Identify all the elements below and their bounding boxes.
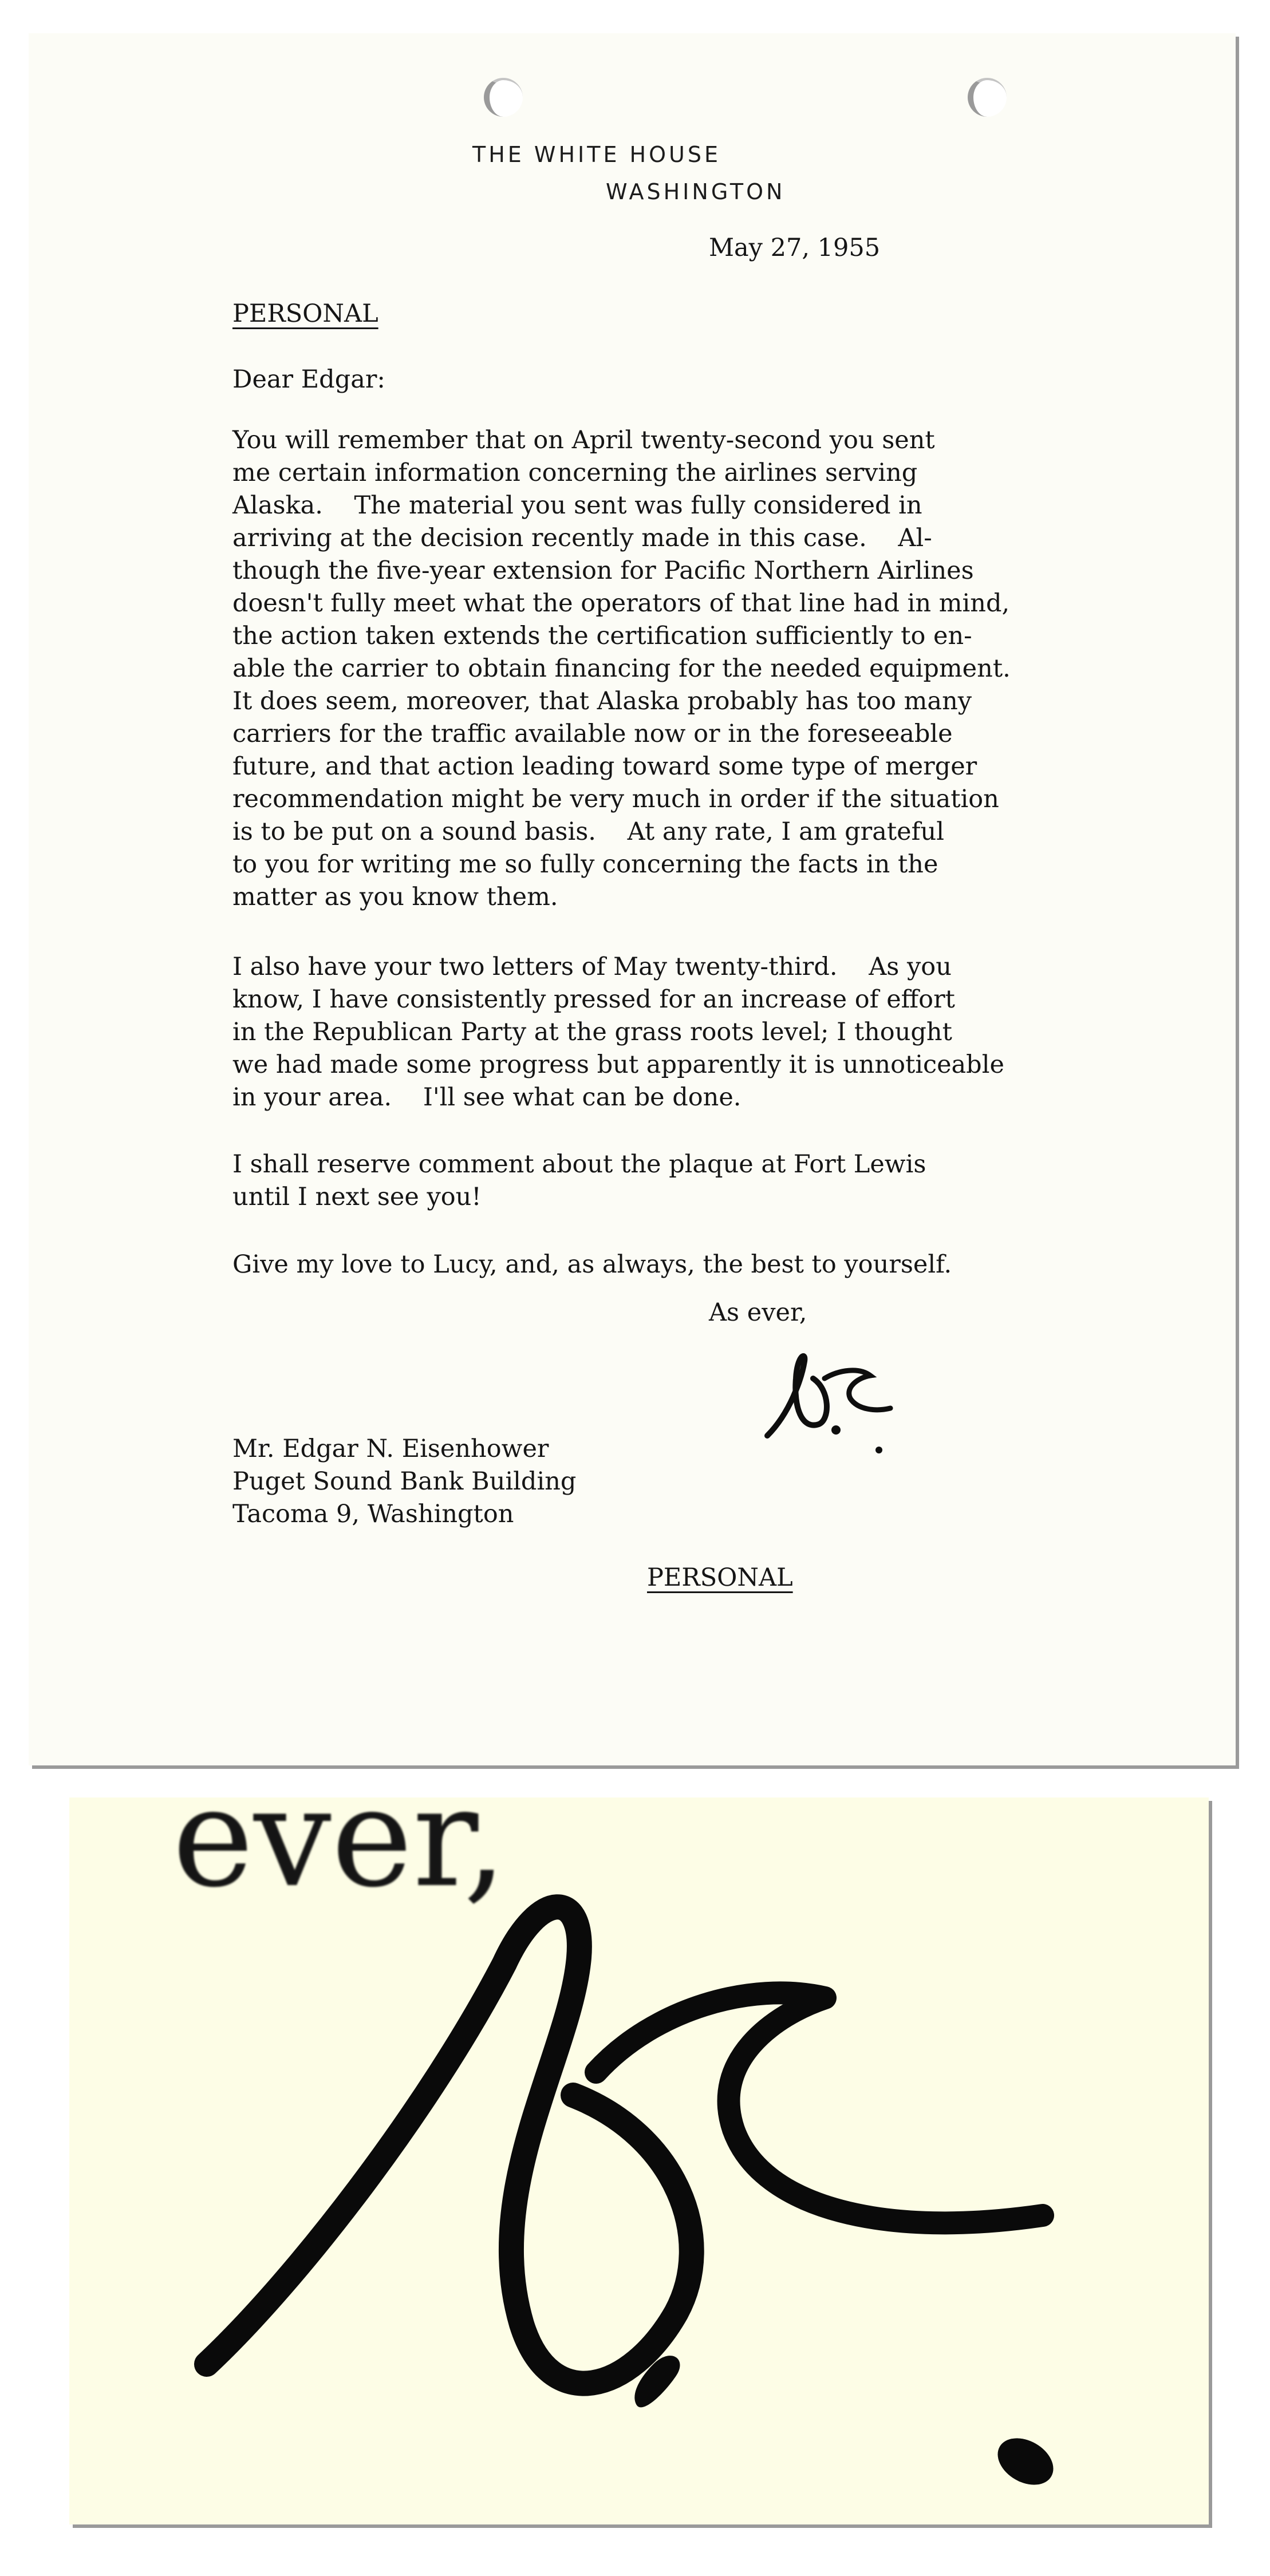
address-line: Mr. Edgar N. Eisenhower [232,1435,549,1463]
letter-page [29,33,1236,1765]
paragraph-line: the action taken extends the certification sufficiently to en- [232,622,972,650]
binder-hole-left [484,78,523,117]
personal-label-top: PERSONAL [232,299,378,328]
paragraph-line: Give my love to Lucy, and, as always, the best to yourself. [232,1250,952,1279]
letterhead-line-2: WASHINGTON [606,179,786,204]
paragraph-2 [232,951,1004,1114]
signature-large [184,1866,1123,2496]
paragraph-line: I shall reserve comment about the plaque at Fort Lewis [232,1150,926,1179]
paragraph-line: able the carrier to obtain financing for the needed equipment. [232,654,1011,683]
paragraph-line: me certain information concerning the airlines serving [232,459,918,487]
paragraph-line: It does seem, moreover, that Alaska probably has too many [232,687,972,716]
paragraph-line: You will remember that on April twenty-second you sent [232,426,935,455]
paragraph-line: know, I have consistently pressed for an increase of effort [232,985,955,1014]
letterhead-line-1: THE WHITE HOUSE [472,142,721,167]
paragraph-line: we had made some progress but apparently it is unnoticeable [232,1050,1004,1079]
paragraph-line: doesn't fully meet what the operators of that line had in mind, [232,589,1010,618]
address-line: Puget Sound Bank Building [232,1467,577,1496]
paragraph-line: is to be put on a sound basis. At any rate, I am grateful [232,817,944,846]
personal-label-bottom: PERSONAL [647,1563,793,1592]
address-line: Tacoma 9, Washington [232,1500,514,1528]
paragraph-4 [232,1249,952,1281]
signature-small [756,1344,899,1459]
paragraph-line: recommendation might be very much in order if the situation [232,785,999,813]
paragraph-line: though the five-year extension for Pacific Northern Airlines [232,556,974,585]
recipient-address [232,1433,576,1531]
paragraph-3 [232,1148,926,1214]
paragraph-line: in the Republican Party at the grass roots level; I thought [232,1018,952,1046]
zoom-text: ever, [172,1797,507,1918]
paragraph-line: I also have your two letters of May twenty-third. As you [232,953,952,981]
signature-zoom-panel [69,1797,1209,2524]
binder-hole-right [968,78,1007,117]
salutation: Dear Edgar: [232,365,385,394]
paragraph-line: carriers for the traffic available now or in the foreseeable [232,720,953,748]
paragraph-line: matter as you know them. [232,883,558,911]
paragraph-line: future, and that action leading toward some type of merger [232,752,977,781]
paragraph-line: until I next see you! [232,1183,482,1211]
letter-date: May 27, 1955 [709,234,881,262]
paragraph-line: to you for writing me so fully concerning the facts in the [232,850,938,879]
paragraph-line: in your area. I'll see what can be done. [232,1083,742,1112]
closing: As ever, [709,1298,807,1327]
paragraph-line: Alaska. The material you sent was fully considered in [232,491,922,520]
paragraph-line: arriving at the decision recently made in this case. Al- [232,524,932,552]
paragraph-1 [232,424,1011,914]
